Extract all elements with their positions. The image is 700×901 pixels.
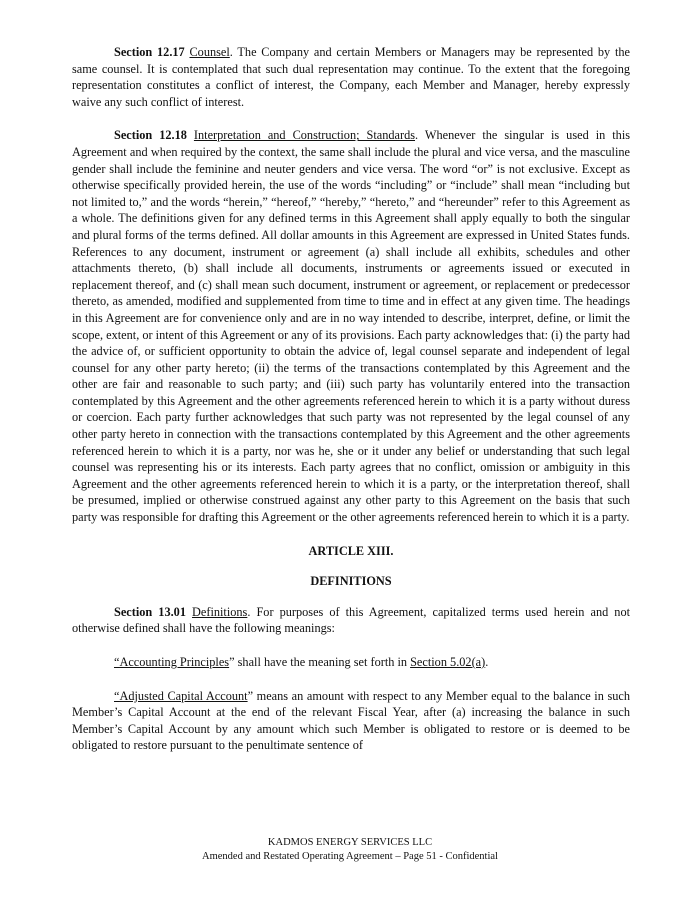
definition-term: “Adjusted Capital Account [114,688,248,703]
definition-term: “Accounting Principles [114,655,230,669]
footer-page-line: Amended and Restated Operating Agreement – Page 51 - Confidential [202,851,498,862]
section-12-18 [72,127,630,525]
document-page [72,44,630,754]
section-number: Section 13.01 [114,604,186,619]
section-body: . For purposes of this Agreement, capitalized terms used herein and not otherwise defined shall have the following meanings: [72,604,631,636]
section-title: Definitions [192,604,248,619]
definition-body: ” means an amount with respect to any Member equal to the balance in such Member’s Capital Account at the end of the relevant Fiscal Year, after (a) increasing the balance in such Member’s Capital Account by any amount which such Member is obligated to restore or is deemed to be obligated to restore pursuant to the penultimate sentence of [72,688,631,753]
definition-accounting-principles: “Accounting Principles” shall have the meaning set forth in Section 5.02(a). [114,655,489,669]
section-number: Section 12.17 [114,45,185,59]
section-body: . The Company and certain Members or Managers may be represented by the same counsel. It is contemplated that such dual representation may continue. To the extent that the foregoing representation constitutes a conflict of interest, the Company, each Member and Manager, hereby expressly waive any such conflict of interest. [72,45,631,109]
section-body: . Whenever the singular is used in this Agreement and when required by the context, the same shall include the plural and vice versa, and the masculine gender shall include the feminine and neuter genders and vice versa. The word “or” is not exclusive. Except as otherwise specifically provided herein, the use of the words “including” or “include” shall mean “including but not limited to,” and the words “herein,” “hereof,” “hereby,” “hereto,” and “hereunder” refer to this Agreement as a whole. The definitions given for any defined terms in this Agreement shall apply equally to both the singular and plural forms of the terms defined. All dollar amounts in this Agreement are expressed in United States funds. References to any document, instrument or agreement (a) shall include all exhibits, schedules and other attachments thereto, (b) shall include all documents, instruments or agreements issued or executed in replacement thereof, and (c) shall mean such document, instrument or agreement, or replacement or predecessor thereto, as amended, modified and supplemented from time to time and in effect at any given time. The headings in this Agreement are for convenience only and are in no way intended to describe, interpret, define, or limit the scope, extent, or intent of this Agreement or any of its provisions. Each party acknowledges that: (i) the party had the advice of, or sufficient opportunity to obtain the advice of, legal counsel separate and independent of legal counsel for any other party hereto; (ii) the terms of the transactions contemplated by this Agreement and the other are fair and reasonable to such party; and (iii) such party has voluntarily entered into the transaction contemplated by this Agreement and the other agreements referenced herein to which it is a party without duress or coercion. Each party further acknowledges that such party was not represented by the legal counsel of any other party hereto in connection with the transactions contemplated by this Agreement and the other agreements referenced herein to which it is a party, nor was he, she or it under any belief or understanding that such legal counsel was representing his or its interests. Each party agrees that no conflict, omission or ambiguity in this Agreement and the other agreements referenced herein to which it is a party, or the interpretation thereof, shall be presumed, implied or otherwise construed against any other party to this Agreement on the basis that such party was responsible for drafting this Agreement or the other agreements referenced herein to which it is a party. [72,128,631,525]
article-label: ARTICLE XIII. [308,543,394,558]
cross-reference-link[interactable]: Section 5.02(a) [410,655,486,669]
section-13-01 [72,604,630,637]
definition-adjusted-capital-account [72,688,630,754]
section-title: Interpretation and Construction; Standards [193,128,416,143]
page-footer [0,836,700,864]
footer-company: KADMOS ENERGY SERVICES LLC [267,837,433,848]
section-number: Section 12.18 [114,128,187,143]
section-title: Counsel [189,45,230,59]
definition-body: ” shall have the meaning set forth in [229,655,411,669]
section-12-17 [72,44,630,110]
article-title: DEFINITIONS [310,574,392,589]
